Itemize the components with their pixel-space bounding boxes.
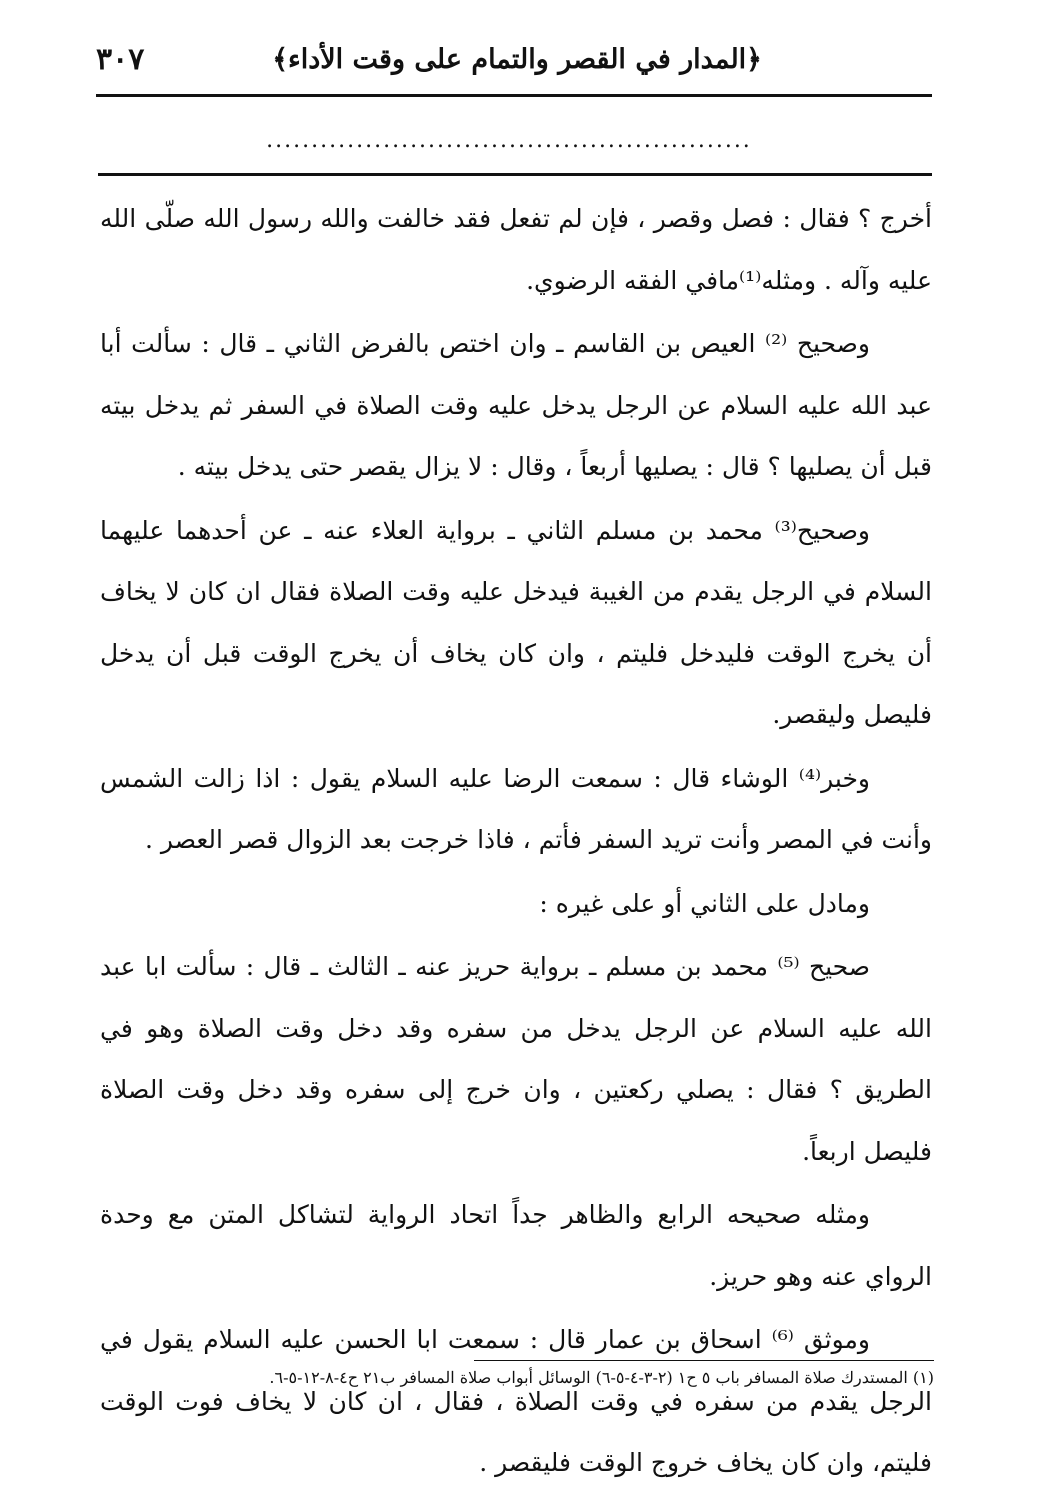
body-text — [100, 188, 932, 1496]
section-dots: ...................................................... — [266, 128, 752, 153]
page-number: ٣٠٧ — [96, 42, 145, 77]
running-title: ﴿المدار في القصر والتمام على وقت الأداء﴾ — [272, 44, 762, 75]
page-header — [96, 38, 932, 94]
paragraph-7: ومثله صحيحه الرابع والظاهر جداً اتحاد الرواية لتشاكل المتن مع وحدة الرواي عنه وهو حريز. — [100, 1200, 932, 1291]
paragraph-8: وموثق ⁽⁶⁾ اسحاق بن عمار قال : سمعت ابا الحسن عليه السلام يقول في الرجل يقدم من سفره في وقت الصلاة ، فقال ، ان كان لا يخاف فوت الوقت فليتم، وان كان يخاف خروج الوقت فليقصر . — [100, 1325, 933, 1477]
paragraph-4: وخبر⁽⁴⁾ الوشاء قال : سمعت الرضا عليه السلام يقول : اذا زالت الشمس وأنت في المصر وأنت تريد السفر فأتم ، فاذا خرجت بعد الزوال قصر العصر . — [100, 763, 932, 854]
paragraph-3: وصحيح⁽³⁾ محمد بن مسلم الثاني ـ برواية العلاء عنه ـ عن أحدهما عليهما السلام في الرجل يقدم من الغيبة فيدخل عليه وقت الصلاة فقال ان كان لا يخاف أن يخرج الوقت فليدخل فليتم ، وان كان يخاف أن يخرج الوقت قبل أن يدخل فليصل وليقصر. — [100, 515, 932, 729]
paragraph-1: أخرج ؟ فقال : فصل وقصر ، فإن لم تفعل فقد خالفت والله رسول الله صلّى الله عليه وآله . ومثله⁽¹⁾مافي الفقه الرضوي. — [100, 204, 932, 295]
section-rule — [98, 173, 932, 176]
footnote-rule — [474, 1360, 934, 1361]
header-rule — [96, 94, 932, 97]
paragraph-5: ومادل على الثاني أو على غيره : — [539, 888, 870, 918]
footnote: (١) المستدرك صلاة المسافر باب ٥ ح١ (٢-٣-٤-٥-٦) الوسائل أبواب صلاة المسافر ب٢١ ح٤-٨-١٢-٥-٦. — [269, 1368, 934, 1387]
paragraph-6: صحيح ⁽⁵⁾ محمد بن مسلم ـ برواية حريز عنه ـ الثالث ـ قال : سألت ابا عبد الله عليه السلام عن الرجل يدخل من سفره وقد دخل وقت الصلاة وهو في الطريق ؟ فقال : يصلي ركعتين ، وان خرج إلى سفره وقد دخل وقت الصلاة فليصل اربعاً. — [100, 952, 932, 1166]
paragraph-2: وصحيح ⁽²⁾ العيص بن القاسم ـ وان اختص بالفرض الثاني ـ قال : سألت أبا عبد الله عليه السلام عن الرجل يدخل عليه وقت الصلاة في السفر ثم يدخل بيته قبل أن يصليها ؟ قال : يصليها أربعاً ، وقال : لا يزال يقصر حتى يدخل بيته . — [100, 329, 932, 481]
